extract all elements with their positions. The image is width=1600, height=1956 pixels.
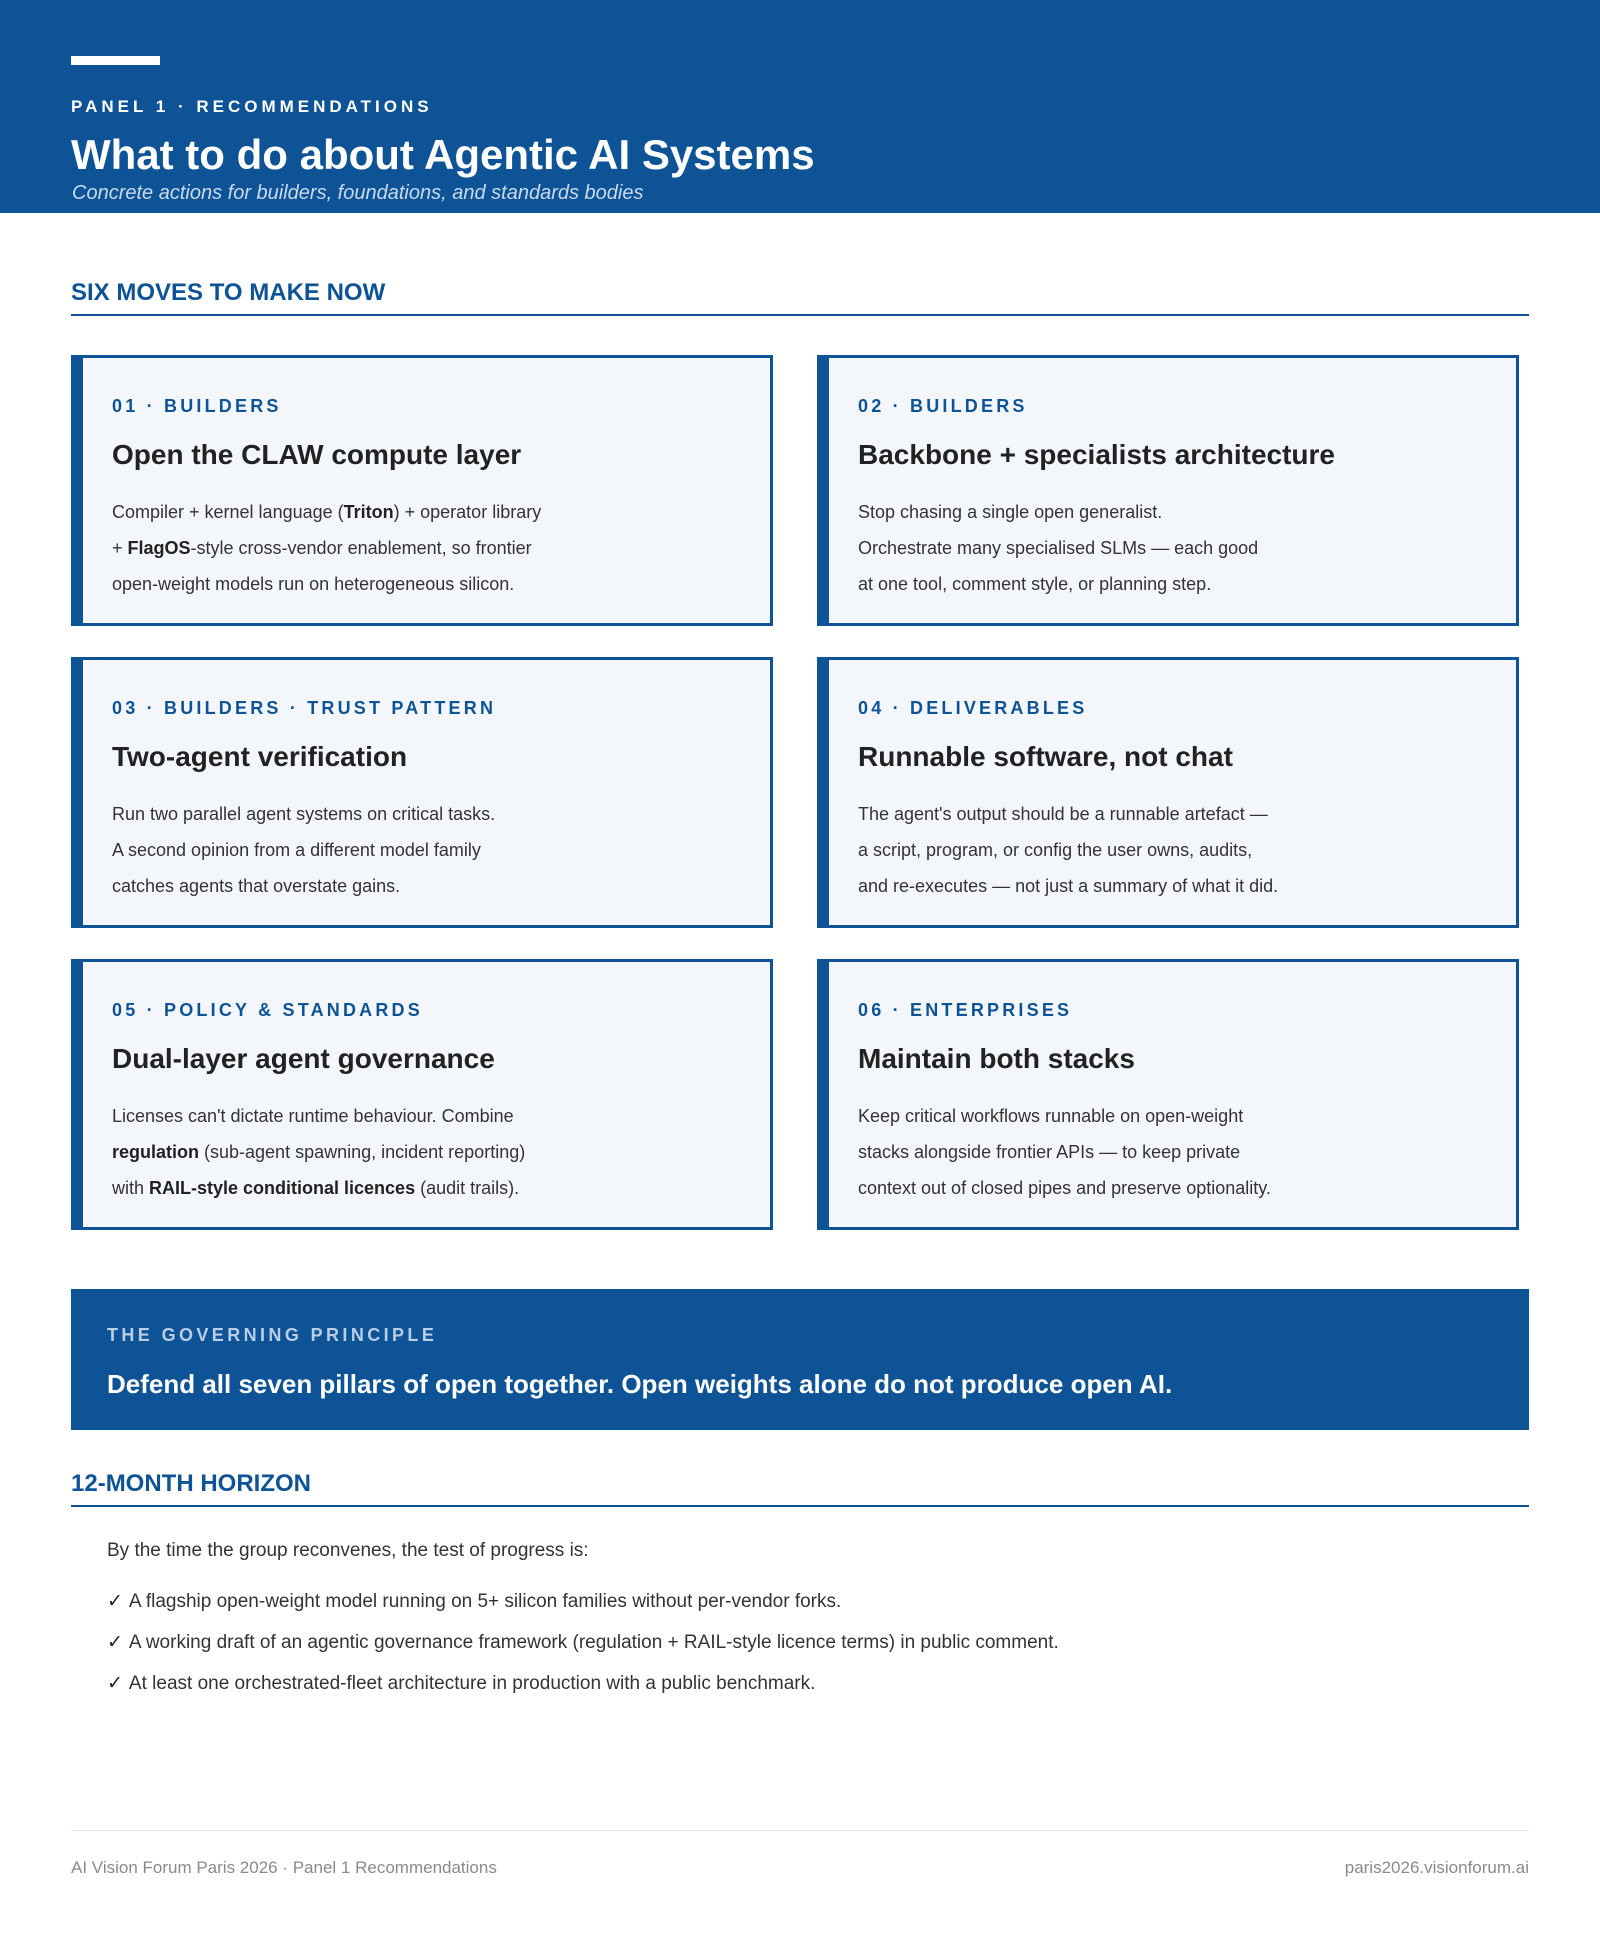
card-title: Dual-layer agent governance [112,1043,495,1074]
card-line: regulation (sub-agent spawning, incident reporting) [112,1142,526,1162]
card-title: Runnable software, not chat [858,741,1233,772]
card-title: Maintain both stacks [858,1043,1135,1074]
emphasis-triton: Triton [343,502,394,522]
page-title: What to do about Agentic AI Systems [71,131,815,178]
card-body [112,1098,752,1206]
card-title: Open the CLAW compute layer [112,439,522,470]
card-title: Backbone + specialists architecture [858,439,1335,470]
card-line: context out of closed pipes and preserve optionality. [858,1178,1271,1198]
header-banner [0,0,1600,213]
principle-tag: THE GOVERNING PRINCIPLE [107,1325,438,1345]
check-icon: ✓ [107,1673,123,1694]
panel-eyebrow: PANEL 1 · RECOMMENDATIONS [71,97,433,116]
card-body [858,796,1498,904]
card-body [112,796,752,904]
card-line: catches agents that overstate gains. [112,876,401,896]
section-heading-horizon: 12-MONTH HORIZON [71,1469,1529,1507]
card-tag: 04 · DELIVERABLES [858,698,1088,718]
card-line: open-weight models run on heterogeneous silicon. [112,574,515,594]
emphasis-rail-licences: RAIL-style conditional licences [149,1178,416,1198]
card-line: Orchestrate many specialised SLMs — each good [858,538,1259,558]
section-heading-moves: SIX MOVES TO MAKE NOW [71,278,1529,316]
card-tag: 06 · ENTERPRISES [858,1000,1073,1020]
card-line: The agent's output should be a runnable artefact — [858,804,1268,824]
card-line: at one tool, comment style, or planning step. [858,574,1212,594]
move-card-04 [817,657,1519,928]
card-line: stacks alongside frontier APIs — to keep private [858,1142,1241,1162]
card-line: Compiler + kernel language (Triton) + operator library [112,502,542,522]
footer-url: paris2026.visionforum.ai [1344,1858,1529,1877]
checklist-item: ✓ At least one orchestrated-fleet architecture in production with a public benchmark. [107,1673,816,1694]
horizon-intro: By the time the group reconvenes, the test of progress is: [107,1540,589,1561]
card-line: Licenses can't dictate runtime behaviour. Combine [112,1106,514,1126]
card-line: Run two parallel agent systems on critical tasks. [112,804,496,824]
checklist-item: ✓ A flagship open-weight model running on 5+ silicon families without per-vendor forks. [107,1591,842,1612]
card-line: Stop chasing a single open generalist. [858,502,1163,522]
move-card-02 [817,355,1519,626]
card-body [858,1098,1498,1206]
accent-bar [71,56,160,65]
check-icon: ✓ [107,1591,123,1612]
card-line: a script, program, or config the user owns, audits, [858,840,1253,860]
check-icon: ✓ [107,1632,123,1653]
card-body [112,494,752,602]
footer-divider [71,1830,1529,1831]
card-tag: 03 · BUILDERS · TRUST PATTERN [112,698,497,718]
card-title: Two-agent verification [112,741,408,772]
card-line: + FlagOS-style cross-vendor enablement, so frontier [112,538,532,558]
card-body [858,494,1498,602]
card-tag: 02 · BUILDERS [858,396,1028,416]
principle-statement: Defend all seven pillars of open together. Open weights alone do not produce open AI. [107,1369,1173,1399]
progress-checklist [107,1590,1059,1713]
card-tag: 05 · POLICY & STANDARDS [112,1000,423,1020]
governing-principle-banner [71,1289,1529,1430]
move-card-05 [71,959,773,1230]
emphasis-flagos: FlagOS [127,538,191,558]
move-card-06 [817,959,1519,1230]
card-line: and re-executes — not just a summary of what it did. [858,876,1279,896]
checklist-item: ✓ A working draft of an agentic governance framework (regulation + RAIL-style licence terms) in public comment. [107,1632,1059,1653]
footer-credit: AI Vision Forum Paris 2026 · Panel 1 Recommendations [71,1858,497,1877]
move-card-03 [71,657,773,928]
emphasis-regulation: regulation [112,1142,200,1162]
card-line: with RAIL-style conditional licences (audit trails). [112,1178,520,1198]
card-line: A second opinion from a different model family [112,840,481,860]
card-line: Keep critical workflows runnable on open-weight [858,1106,1244,1126]
page-subtitle: Concrete actions for builders, foundations, and standards bodies [72,182,644,204]
move-card-01 [71,355,773,626]
card-tag: 01 · BUILDERS [112,396,282,416]
